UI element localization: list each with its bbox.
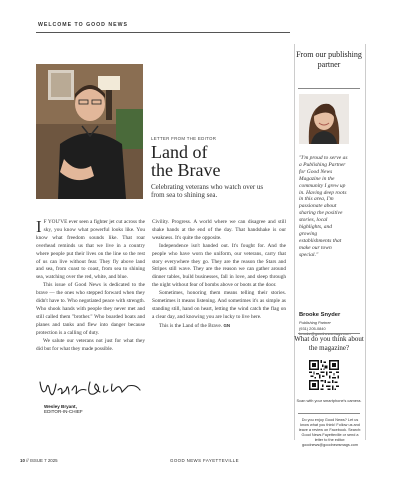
article-column-1 (36, 219, 145, 353)
sidebar-heading: From our publishing partner (296, 50, 362, 69)
signature-image (36, 376, 146, 404)
paragraph (152, 322, 286, 331)
title-line-2: the Brave (151, 160, 221, 180)
paragraph: Independence isn't handed out. It's fought for. And the people who have worn the uniform, our veterans, carry that story everywhere they go. They are the reason the Stars and Stripes still wave. They are the reason we can gather around dinner tables, build businesses, fall in love, and sleep through the night without fear of bombs above or boots at the door. (152, 242, 286, 289)
qr-code-icon[interactable] (309, 360, 339, 390)
signature-name: Wesley Bryant, (44, 404, 77, 409)
signature-title: EDITOR-IN-CHIEF (44, 409, 83, 414)
paragraph: We salute our veterans not just for what they did but for what they made possible. (36, 337, 145, 352)
page-number: 10 (20, 458, 25, 463)
sidebar-divider (298, 333, 360, 334)
header-rule (36, 32, 290, 33)
sidebar-divider (298, 413, 360, 414)
paragraph-text: F YOU'VE ever seen a fighter jet cut across the sky, you know what powerful looks like. You know what freedom sounds like. That roar overhead reminds us that we live in a country where people put their lives on the line so the rest of us can live without fear. They fly above land and sea, from coast to coast, from sea to shining sea, watching over the red, white, and blue. (36, 219, 145, 281)
signature-caption (44, 404, 83, 414)
issue-label: // ISSUE 7 2025 (26, 458, 58, 463)
feedback-text: Do you enjoy Good News? Let us know what you think! Follow us and leave a review on Facebook. Search: Good News Fayetteville or send a letter to the editor: goodnews@goodnewsmags.com (298, 418, 362, 447)
sidebar-divider (298, 88, 360, 89)
paragraph (36, 219, 145, 282)
page-folio (20, 458, 58, 463)
partner-quote: "I'm proud to serve as a Publishing Partner for Good News Magazine in the community I grew up in. Having deep roots in this area, I'm passionate about sharing the positive stories, local highlights, and growing establishments that make our town special." (299, 155, 348, 258)
scan-instructions: Scan with your smartphone's camera. (296, 398, 362, 403)
paragraph: Sometimes, honoring them means telling their stories. Sometimes it means listening. And sometimes it's as simple as standing still, hand on heart, letting the wind catch the flag on a clear day, and knowing you are lucky to live here. (152, 290, 286, 320)
editor-photo (36, 64, 143, 199)
paragraph: This issue of Good News is dedicated to the brave — the ones who stepped forward when they didn't have to. Who negotiated peace with strength. Who shook hands with people they never met and still called them "brother." Who boarded boats and planes and tanks and flew into danger because protection is a calling of duty. (36, 282, 145, 336)
partner-photo (299, 94, 349, 144)
drop-cap: I (36, 217, 42, 236)
cta-heading: What do you think about the magazine? (294, 335, 364, 352)
article-column-2 (152, 219, 286, 331)
end-mark: GN (223, 322, 231, 328)
article-eyebrow: LETTER FROM THE EDITOR (151, 136, 217, 141)
partner-role: Publishing Partner (299, 320, 331, 325)
partner-phone: (931) 205-0840 (299, 325, 326, 331)
title-line-1: Land of (151, 142, 208, 162)
publication-name: GOOD NEWS FAYETTEVILLE (170, 458, 239, 463)
article-subtitle: Celebrating veterans who watch over us from sea to shining sea. (151, 183, 264, 199)
partner-name: Brooke Snyder (299, 312, 341, 318)
paragraph-text: This is the Land of the Brave. (159, 322, 223, 329)
section-label: WELCOME TO GOOD NEWS (38, 22, 128, 28)
partner-email: brooke@goodnewsmags.com (299, 331, 351, 337)
article-title (151, 143, 220, 179)
paragraph: Civility. Progress. A world where we can disagree and still shake hands at the end of the day. That handshake is our weakness. It's quite the opposite. (152, 219, 286, 241)
